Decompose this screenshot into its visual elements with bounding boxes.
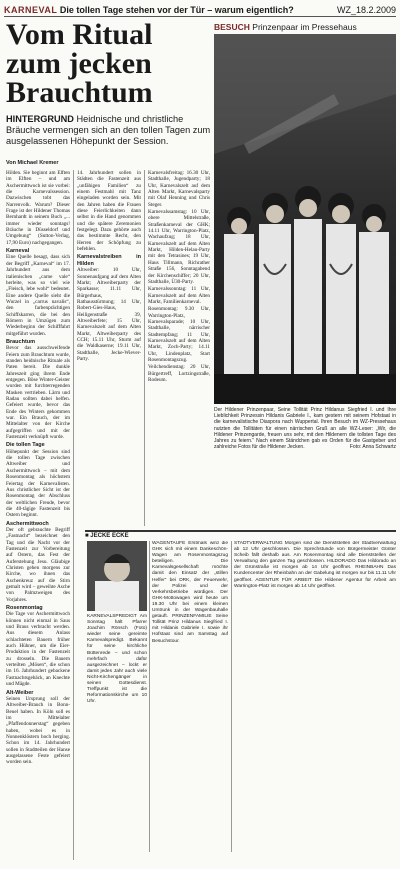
subheading: Brauchtum <box>6 338 36 345</box>
paragraph: Karnevalssonntag: 11 Uhr, Karnevalszelt auf dem Alten Markt, Familienkarneval. <box>148 286 210 305</box>
paragraph: Karnevalssamstag: 10 Uhr, obere Mittelstraße, Straßenkarneval der GHK; 14.11 Uhr, Warrington-Platz, Wachaufzug; 18 Uhr, Karnevalszelt auf dem Alten Markt, Hilden-Helau-Party mit den Tetrasines; 19 Uhr, Haus Tillmann, Richrather Straße 156, Sonntagabend der Kirchenschiffer; 20 Uhr, Stadthalle, Ü30-Party. <box>148 209 210 285</box>
photo-header <box>214 22 396 32</box>
column-rule <box>144 170 145 526</box>
subheading: Die tollen Tage <box>6 442 45 449</box>
jecke-column-1: KARNEVALSPREDIGT Am Sonntag hält Pfarrer Joachim Rönsch (Foto) wieder seine gereimte Karnevalspredigt. Bekannt für seine kirchliche Büttenrede – und schon mehrfach dafür ausgezeichnet – lockt er damit jedes Jahr auch viele Nicht-Kirchengänger in seinen Gottesdienst. Treffpunkt ist die Reformationskirche um 10 Uhr. <box>87 614 147 705</box>
photo-illustration <box>214 34 396 404</box>
body-column-2 <box>77 170 141 526</box>
headline-line: Brauchtum <box>6 76 153 109</box>
paragraph: Karnevalsfreitag: 16.30 Uhr, Stadthalle, Jugendparty; 18 Uhr, Karnevalszelt auf dem Alten Markt, Karnevalsparty mit Olaf Henning und Chris Steger. <box>148 170 210 208</box>
body-column-3 <box>148 170 210 526</box>
paragraph: Veilchendienstag: 20 Uhr, Bürgertreff, Lortzingstraße, Rodeum. <box>148 364 210 383</box>
paragraph: Hilden. Sie beginnt am Elften im Elften – und am Aschermittwoch ist sie vorbei: die Karnevalssession. Dazwischen tobt das Narrenvolk. Warum? Dieser Frage ist der Hildener Thomas Bernhardt in seinem Buch „... immer wieder sonntags! Bräuche in Düsseldorf und Umgebung“ (Sutton-Verlag, 17,90 Euro) nachgegangen. <box>6 170 70 246</box>
page-header <box>4 4 396 17</box>
body-column-1 <box>6 170 70 860</box>
paragraph: Bevor das ausschweifende Feiern zum Brauchtum wurde, standen heidnische Rituale als Paten bereit. Die dunkle Jahreszeit ging ihrem Ende entgegen. Böse Winter-Geister wurden mit furchterregenden Masken vertrieben. Lärm und Radau sollten dabei helfen. Gefeiert wurde, bevor das Ende des Winters gekommen war. Ein Brauch, der im Mittelalter von der Kirche aufgegriffen und mit der Fastenzeit verknüpft wurde. <box>6 345 70 441</box>
paragraph: Seinen Ursprung soll der Altweiber-Brauch in Bonn-Beuel haben. In Köln soll es im Mittelalter „Pfaffendonnerstag“ gegeben haben, wobei es in Nonnenklöstern hoch herging. Schon im 14. Jahrhundert sollen in Stadtteilen der Hanse ausgelassene Feste gefeiert worden sein. <box>6 695 70 766</box>
paragraph: Rosenmontag: 9.30 Uhr, Warrington-Platz, Karnevalsparade; 10 Uhr, Stadthalle, närrischer Stadtempfang; 11 Uhr, Karnevalszelt auf dem Alten Markt, Zoch-Party; 14.11 Uhr, Lindenplatz, Start Rosenmontagszug. <box>148 306 210 363</box>
column-rule <box>149 541 150 852</box>
byline: Von Michael Kremer <box>6 160 59 166</box>
bullet-icon: ■ <box>85 533 91 539</box>
lead-text: Heidnische und christliche Bräuche vermengen sich an den tollen Tagen zum ausgelassenen Höhepunkt der Session. <box>6 114 211 146</box>
headline <box>6 20 212 107</box>
pastor-photo-illustration <box>87 541 147 611</box>
paragraph: Altweiber: 10 Uhr, Sonnenaufgang auf dem Alten Markt; Altweiberparty der Sparkasse; 11.11 Uhr, Bürgerhaus, Rathausstürmung; 14 Uhr, Robert-Gies-Haus, Heiligenstraße 39, Altweiberfete; 15 Uhr, Karnevalszelt auf dem Alten Markt, Altweiberparty des CCH; 15.11 Uhr, Sturm auf die Waldkaserne; 19.11 Uhr, Stadthalle, Jecke-Wiever-Party. <box>77 267 141 362</box>
caption-text: Der Hildener Prinzenpaar, Seine Tollität Prinz Hildanus Siegfried I. und Ihre Lieblichkeit Prinzessin Hildanis Gabriele I., kam gestern mit seinem Hofstaat in die karnevalistische Diaspora nach Wuppertal. Ihren Besuch im WZ-Pressehaus nutzten die Tollitäten für einen närrischen Gruß an alle WZ-Leser: „Wir, die Hildener Prinzengarde, freuen uns sehr, mit den Hildenern die tollsten Tage des Jahres zu feiern.“ Nach einem Ständchen gab es Orden für die Gastgeber und zahlreiche Fotos für die Hildener Jecken. <box>214 407 396 451</box>
column-rule <box>73 170 74 860</box>
jecke-ecke-header <box>85 530 396 541</box>
headline-line: zum jecken <box>6 47 152 80</box>
jecke-column-2: WAGENTAUFE Erstmals wird die GHK sich mit einem Dankeschön-Wagen am Rosenmontagszug beteiligen. Die Karnevalsgesellschaft möchte damit den Einsatz der „stillen Helfer“ bei DRK, der Feuerwehr, der Polizei und der Verkehrsbetriebe würdigen. Der GHK-Mottowagen wird heute um 19.30 Uhr bei einem kleinen Umtrunk in der Wagenbauhalle getauft. PRINZENFAMILIE Seine Tollität Prinz Hildanus Siegfried I. mit Hildanis Gabriele I. sowie ihr Hofstaat sind am Samstag auf Besuchstour. <box>152 541 228 644</box>
jecke-ecke-title: JECKE ECKE <box>90 533 129 539</box>
subheading: Aschermittwoch <box>6 520 49 527</box>
subheading: Karneval <box>6 248 30 255</box>
photo-title: Prinzenpaar im Pressehaus <box>252 22 357 32</box>
prince-couple-photo <box>214 34 396 404</box>
paragraph: Die Tage vor Aschermittwoch können nicht einmal in Saus und Braus verbracht werden. Aus diesem Anlass schlachteten Bauern früher auch Hühner, um die Eier-Produktion in der Fastenzeit zu drosseln. Die Bauern verteilten „Mösen“, die schon im 16. Jahrhundert gebackene Fastnachtsgebäck, an Knechte und Mägde. <box>6 611 70 688</box>
subheading: Alt-Weiber <box>6 689 34 696</box>
paragraph: Der oft gebrauchte Begriff „Fastnacht“ bezeichnet den Tag und die Nacht vor der Fastenzeit zur Vorbereitung auf Ostern, das Fest der Auferstehung Jesu. Gläubige Christen gehen morgens zur Kirche, wo ihnen das Aschenkreuz auf die Stirn gemalt wird – geweihte Asche von Palmzweigen des Vorjahres. <box>6 526 70 603</box>
photo-credit: Foto: Anna Schwartz <box>349 444 396 451</box>
section-kicker: KARNEVAL <box>4 5 58 15</box>
subheading: Karnevalstreiben in Hilden <box>77 254 141 267</box>
lead-kicker: HINTERGRUND <box>6 114 74 124</box>
pastor-photo <box>87 541 147 611</box>
column-rule <box>231 541 232 852</box>
subheading: Rosenmontag <box>6 605 43 612</box>
section-topic: Die tollen Tage stehen vor der Tür – warum eigentlich? <box>59 5 294 15</box>
lead-paragraph <box>6 114 212 147</box>
jecke-column-3: STADTVERWALTUNG Morgen sind die Dienststellen der Stadtverwaltung ab 12 Uhr geschlossen. Die Sprechstunde von Bürgermeister Günter Scheib fällt deshalb aus. Am Rosenmontag sind alle Dienststellen der Verwaltung den ganzen Tag geschlossen. HILDORADO Das Hildorado an der Grünstraße ist morgen ab 14 Uhr geöffnet. RHEINBAHN Das Kundencenter der Rheinbahn an der Gabelung ist morgen nur bis 11.11 Uhr geöffnet. AGENTUR FÜR ARBEIT Die Hildener Agentur für Arbeit am Warrington-Platz ist morgen ab 14 Uhr geöffnet. <box>234 541 396 589</box>
paragraph: Eine Quelle besagt, dass sich der Begriff „Karneval“ im 17. Jahrhundert aus dem italienischen „carne vale“ herleite, was so viel wie „Fleisch, lebe wohl“ bedeutet. Eine andere Quelle sieht die Wurzel in „carrus navalis“, den farbenprächtigen Schiffskarren, die bei den Römern in Umzügen zum Wiederbeginn der Schifffahrt mitgeführt wurden. <box>6 254 70 337</box>
paragraph: 14. Jahrhundert sollen in Städten die Fastenzeit aus „unfähigen Familien“ zu einem Festmahl mit Tanz eingeladen worden sein. Mit den Jahren haben die Frauen diese Feierlichkeiten dann selbst in die Hand genommen und die spätere Zeremonien festgelegt. Dazu gehörte auch das bestimmte Recht, den Herren der Schöpfung zu befehlen. <box>77 170 141 253</box>
photo-kicker: BESUCH <box>214 22 250 32</box>
photo-caption <box>214 407 396 487</box>
paragraph: Höhepunkt der Session sind die tollen Tage zwischen Altweiber und Aschermittwoch – mit dem Rosenmontag als höchstem Feiertag der Karnevalisten. Aus christlicher Sicht ist der Rosenmontag der Abschluss der weltlichen Freude, bevor die 40-tägige Fastenzeit bis Ostern beginnt. <box>6 448 70 519</box>
headline-line: Vom Ritual <box>6 18 153 51</box>
source-date: WZ_18.2.2009 <box>336 5 396 15</box>
